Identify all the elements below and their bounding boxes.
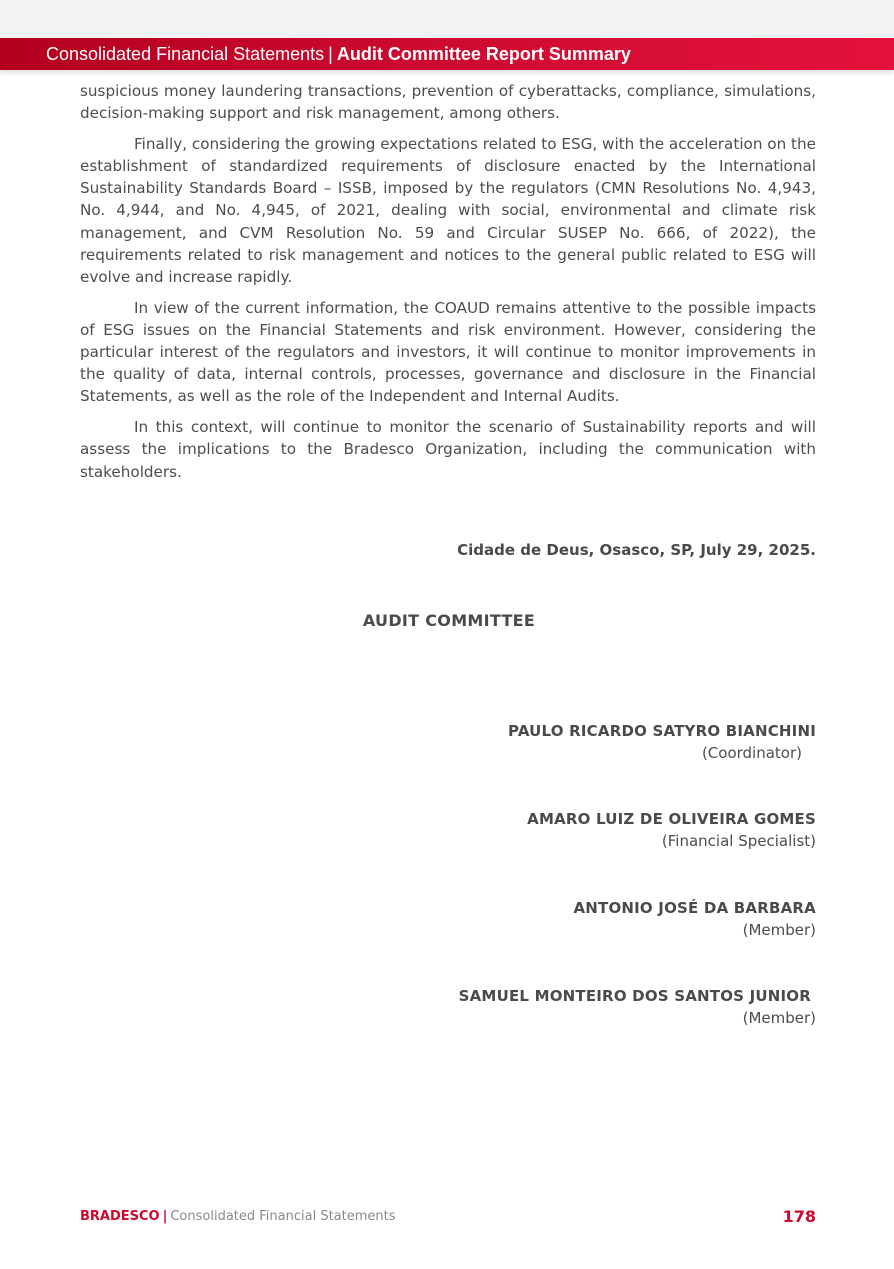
top-margin-strip	[0, 0, 894, 38]
signatory-block	[508, 720, 816, 764]
signatory-role: (Financial Specialist)	[661, 832, 816, 850]
signatory-block	[527, 808, 816, 852]
body-paragraph: In view of the current information, the COAUD remains attentive to the possible impacts of ESG issues on the Financial Statements and risk environment. However, considering the particular interest of the regulators and investors, it will continue to monitor improvements in the quality of data, internal controls, processes, governance and disclosure in the Financial Statements, as well as the role of the Independent and Internal Audits.	[80, 298, 816, 406]
page-header	[46, 38, 631, 70]
signatory-block	[459, 985, 816, 1029]
body-paragraph: In this context, will continue to monitor the scenario of Sustainability reports and will assess the implications to the Bradesco Organization, including the communication with stakeholders.	[80, 418, 816, 481]
report-body	[80, 80, 816, 492]
body-paragraph: Finally, considering the growing expectations related to ESG, with the acceleration on the establishment of standardized requirements of disclosure enacted by the International Sustainability Standards Board – ISSB, imposed by the regulators (CMN Resolutions No. 4,943, No. 4,944, and No. 4,945, of 2021, dealing with social, environmental and climate risk management, and CVM Resolution No. 59 and Circular SUSEP No. 666, of 2022), the requirements related to risk management and notices to the general public related to ESG will evolve and increase rapidly.	[80, 135, 816, 286]
signatory-block	[573, 897, 816, 941]
footer-document-title: Consolidated Financial Statements	[170, 1209, 396, 1224]
page-footer	[80, 1206, 816, 1228]
place-and-date: Cidade de Deus, Osasco, SP, July 29, 2025.	[457, 541, 816, 559]
signatory-name: PAULO RICARDO SATYRO BIANCHINI	[508, 722, 816, 740]
signatory-role: (Member)	[742, 1009, 816, 1027]
header-report-title: Audit Committee Report Summary	[336, 44, 631, 64]
signatory-role: (Member)	[742, 921, 816, 939]
page-number: 178	[782, 1207, 816, 1226]
footer-separator: |	[162, 1209, 168, 1224]
header-separator: |	[328, 44, 333, 64]
signatory-name: SAMUEL MONTEIRO DOS SANTOS JUNIOR	[458, 987, 811, 1005]
signatory-role: (Coordinator)	[701, 744, 802, 762]
committee-title: AUDIT COMMITTEE	[362, 611, 536, 630]
footer-brand: BRADESCO	[80, 1209, 160, 1224]
body-paragraph: suspicious money laundering transactions, prevention of cyberattacks, compliance, simulations, decision-making support and risk management, among others.	[80, 82, 816, 123]
page-header-bar	[0, 38, 894, 70]
signatory-name: AMARO LUIZ DE OLIVEIRA GOMES	[527, 810, 816, 828]
signatory-name: ANTONIO JOSÉ DA BARBARA	[573, 899, 816, 917]
header-section-label: Consolidated Financial Statements	[46, 44, 325, 64]
